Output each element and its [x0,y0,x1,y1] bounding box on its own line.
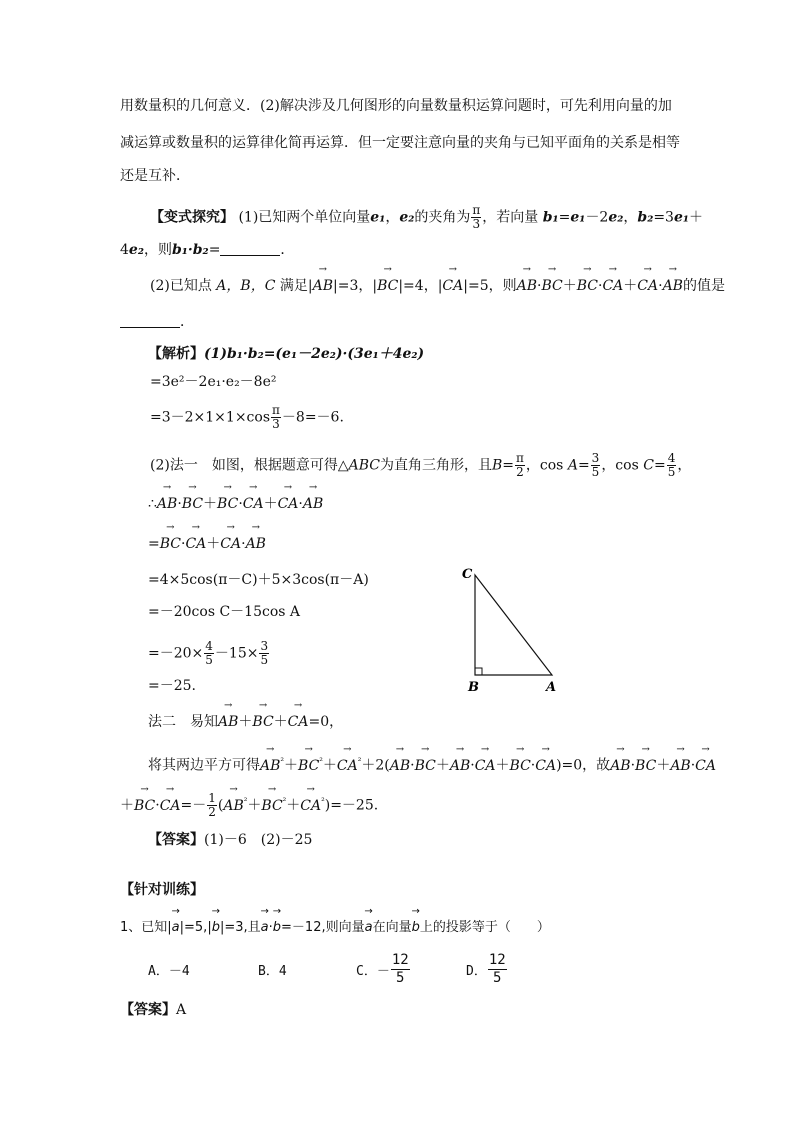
math-token: → BC [217,494,238,514]
math-token: → BC [160,534,181,554]
method2-result-line [120,792,378,819]
math-token: ² [243,797,248,807]
math: b₁·b₂ [171,242,209,258]
math: C= [643,457,666,474]
math-token: 2 [208,805,216,820]
text: 4 [120,242,129,258]
math-token: → a [261,918,269,938]
math-token: ＋ [273,714,288,730]
math-token: ＋ [435,757,450,774]
math-token: → BC [415,756,436,776]
text: ，则 [143,242,172,258]
right-angle-mark [475,668,482,675]
text: ，若向量 [482,209,539,226]
fraction-1-2: $\frac{1}{2}$ [208,791,216,820]
method1-line [150,452,691,479]
math-token: 5 [493,970,502,986]
math-token: → BC [635,756,656,776]
math-token: → AB [303,494,323,514]
math: b₂ [637,209,654,226]
math-token: → CA [300,796,321,816]
text: =－ [180,797,207,814]
right-triangle-figure [455,560,575,695]
variant-q2-line1 [150,276,725,296]
text: =3 [653,209,674,226]
math-token: ² [321,797,325,807]
fraction-pi-3 [471,204,481,231]
math-token: → BC [134,796,155,816]
math-token: ＋ [286,797,301,814]
math-token: 5 [260,653,269,667]
intro-line-2: 减运算或数量积的运算律化简再运算．但一定要注意向量的夹角与已知平面角的关系是相等 [120,135,680,151]
text: = [208,242,221,258]
answer-tag: 【答案】 [120,1002,176,1018]
math-token: ² [319,757,323,767]
math-token: π [472,203,481,217]
step-line6: =－25. [148,678,196,694]
text: ，cos [525,457,564,474]
math-token: → b [212,918,220,938]
math-token: → CA [288,712,309,732]
vector: → AB [517,276,537,296]
analysis-line1 [148,344,424,364]
vector: → CA [602,276,623,296]
math-token: → CA [220,534,241,554]
text: =3－2×1×1×cos [150,409,271,426]
text: =－25. [330,797,379,814]
math-token: ＋ [206,536,221,552]
math-token: → AB [218,712,238,732]
text: |=3，| [333,278,378,294]
text: 法二 易知 [148,714,218,730]
text: (1)已知两个单位向量 [238,209,371,226]
math-token: · [298,496,303,512]
text: (2)已知点 [150,278,212,294]
vector: → BC [541,276,562,296]
math-token: · [470,757,475,774]
math: B= [491,457,515,474]
fraction-3-5 [259,640,269,667]
math-token: ( [384,757,390,774]
text: =－20× [148,645,204,662]
math: e₂ [128,242,144,258]
math-token: ＋ [284,757,299,774]
option-d[interactable] [466,952,508,987]
label-b: B [468,680,479,695]
math-token: → BC [252,712,273,732]
analysis-line3 [150,404,344,431]
math-token: 5 [591,465,600,479]
text: －15× [214,645,259,662]
answer1-line [148,830,312,850]
math-token: → AB [610,756,630,776]
text: |=5,| [179,920,212,935]
math-token: → CA [337,756,358,776]
fraction-pi-2 [515,452,525,479]
math-token: 4 [205,639,213,653]
variant-tag: 【变式探究】 [150,209,234,226]
text: 的值是 [682,278,725,294]
method2-square-line: 将其两边平方可得→ $AB^{^2}+\to BC^{^2}+\to CA^{^2}+2(\to AB\cdot\to BC+\to AB\cdot\to CA+\to BC\cdot\to CA)=0$，故→ AB·→ BC＋→ AB·→ CA [148,752,716,776]
text: · [598,278,603,294]
vector: → BC [577,276,598,296]
text: 为直角三角形，且 [379,457,492,474]
math-token: → AB [246,534,266,554]
math-token: ² [280,757,285,767]
text: ，cos [601,457,639,474]
intro-line-3: 还是互补． [120,168,190,184]
variant-q1-line1: 【变式探究】 (1)已知两个单位向量e₁，e₂的夹角为 $\frac{\pi}{3}$ ，若向量 b₁=e₁－2e₂，b₂=3e₁＋ [150,203,704,231]
text: = [558,209,571,226]
math-token: · [530,757,536,774]
text: |=3,且 [219,920,261,935]
math-token: → CA [243,494,264,514]
training-header: 【针对训练】 [120,882,204,898]
math-token: 5 [396,970,405,986]
text: |=5，则 [463,278,517,294]
vector: → BC [377,276,398,296]
text: =0，故 [561,757,611,774]
math-token: → AB [450,756,470,776]
text: · [658,278,663,294]
math-token: → CA [185,534,206,554]
math-token: → a [172,918,180,938]
math-token: ( [217,797,224,814]
method2-line [148,712,343,732]
math-token: → AB [390,756,410,776]
math-token: π [516,451,524,465]
training-q1: 1、已知|→ a|=5,|→ b|=3,且→ a·→ b=－12,则向量→ a在向量→ b上的投影等于（ ） [120,918,550,938]
math-token: ＋ [263,496,278,512]
text: |=4，| [398,278,443,294]
vector: → AB [663,276,683,296]
fraction-12-5 [391,952,410,987]
math-token: → CA [475,756,496,776]
text: ． [280,242,295,258]
fraction-12-5 [488,952,507,987]
math: e₂ [608,209,624,226]
math-token: ＋ [656,757,671,774]
answer-text: (1)－6 (2)－25 [204,832,313,848]
math-token: π [272,403,280,417]
text: 上的投影等于（ ） [419,920,550,935]
math-token: 3 [472,217,481,231]
math: e₁ [673,209,690,226]
math-token: 3 [591,451,600,465]
triangle-shape [475,575,552,675]
vector: → CA [637,276,658,296]
vector: → CA [442,276,463,296]
text: D． [466,964,487,979]
math-token: · [410,757,415,774]
math-token: ) [324,797,331,814]
label-a: A [546,680,557,695]
answer-tag: 【答案】 [148,832,204,848]
text: －8=－6. [281,409,344,426]
math-token: → AB [223,796,243,816]
text: ∴ [148,496,157,512]
math-token: → b [273,918,281,938]
text: ， [677,457,692,474]
math-token: → CA [160,796,181,816]
math: b₁ [542,209,559,226]
intro-line-1: 用数量积的几何意义．(2)解决涉及几何图形的向量数量积运算问题时，可先利用向量的加 [120,98,672,114]
math-token: 5 [667,465,676,479]
math-token: = [148,536,160,552]
text: 在向量 [372,920,412,935]
math-token: · [268,920,273,935]
math: e₁ [370,209,386,226]
math-token: · [181,536,186,552]
math-token: → AB [670,756,690,776]
math-token: → BC [298,756,319,776]
text: ＋ [623,278,638,294]
math-token: → b [412,918,420,938]
math-token: → AB [260,756,280,776]
math-token: ) [556,757,562,774]
math-token: → a [365,918,373,938]
fraction-4-5 [204,640,214,667]
analysis-line2: =3e²－2e₁·e₂－8e² [150,374,277,390]
text: 1、已知 [120,920,168,935]
math: e₂ [399,209,415,226]
fraction-4-5 [667,452,677,479]
option-b[interactable]: B．4 [258,964,287,979]
math-token: ＋ [247,797,262,814]
math: ABC [348,457,380,474]
text: ． [180,314,194,330]
text: ＋ [689,209,704,226]
math-token: · [238,496,243,512]
step-line3: =4×5cos(π－C)＋5×3cos(π－A) [148,572,369,588]
variant-q1-line2 [120,240,294,260]
option-a[interactable]: A．－4 [148,964,190,979]
math-token: 3 [260,639,269,653]
math-token: ² [357,757,362,767]
math-token: ＋ [120,797,134,814]
text: =0， [308,714,344,730]
text: 将其两边平方可得 [148,757,260,774]
text: 的夹角为 [414,209,471,226]
label-c: C [462,567,473,582]
step-line5 [148,640,270,667]
math-token: → AB [157,494,177,514]
math-token: ＋ [203,496,218,512]
answer-text: A [176,1002,187,1018]
text: 满足| [279,278,313,294]
step-line2 [148,534,266,554]
math-token: ＋ [495,757,510,774]
text: ＋ [562,278,577,294]
math-token: ² [282,797,287,807]
math-token: ＋ [361,757,376,774]
math-token: 5 [205,653,213,667]
math-token: → BC [182,494,203,514]
math-token: ＋ [238,714,253,730]
math-token: · [630,757,636,774]
math: e₁ [570,209,586,226]
answer-blank [220,241,280,256]
step-line4: =－20cos C－15cos A [148,604,300,620]
math-token: 3 [272,417,280,431]
fraction-3-5 [591,452,601,479]
step-line1 [148,494,323,514]
math-token: 2 [516,465,524,479]
answer-blank [120,313,180,328]
text: (1)b₁·b₂=(e₁－2e₂)·(3e₁＋4e₂) [204,346,425,362]
text: －2 [585,209,609,226]
math-token: · [177,496,182,512]
math-token: → CA [278,494,299,514]
text: (2)法一 如图，根据题意可得△ [150,457,349,474]
math: A= [567,457,590,474]
option-c[interactable] [356,952,411,987]
vector: → AB [313,276,333,296]
math: A，B，C [216,278,276,294]
math-token: 4 [667,451,676,465]
text: · [537,278,542,294]
analysis-tag: 【解析】 [148,346,204,362]
math-token: → CA [695,756,716,776]
text: C．－ [356,964,390,979]
math-token: 12 [391,952,409,968]
math-token: → BC [261,796,282,816]
math-token: → BC [510,756,531,776]
training-answer [120,1000,186,1020]
math-token: 12 [488,952,506,968]
math-token: · [241,536,246,552]
math-token: · [690,757,696,774]
variant-q2-line2 [120,312,194,332]
fraction-pi-3 [271,404,281,431]
math-token: → CA [535,756,556,776]
math-token: · [155,797,160,814]
math-token: ＋ [322,757,337,774]
text: =－12,则向量 [281,920,365,935]
